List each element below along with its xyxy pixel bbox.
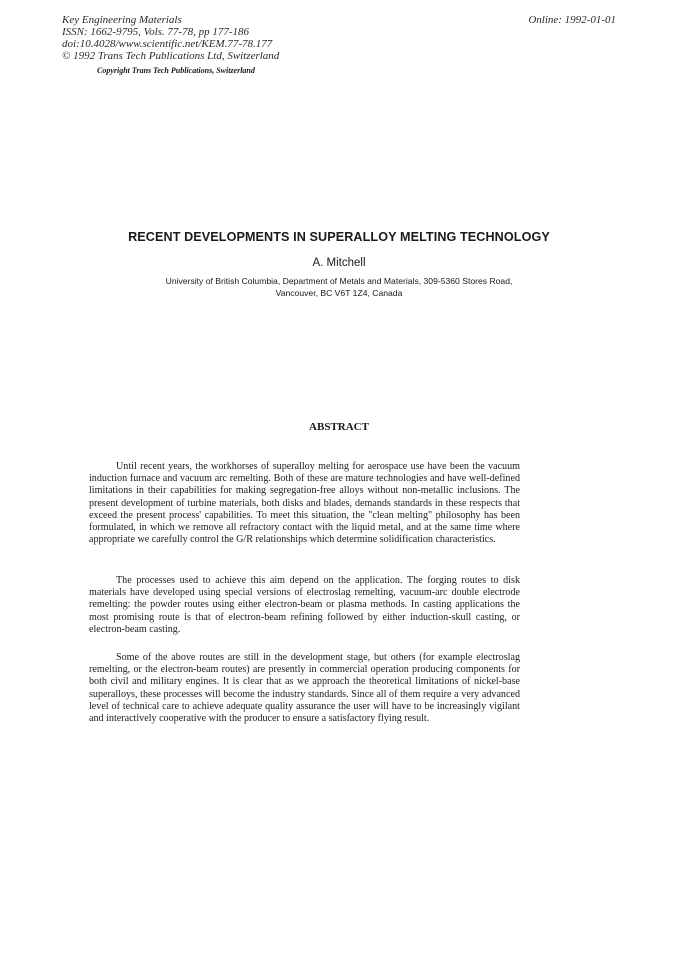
affiliation-line-2: Vancouver, BC V6T 1Z4, Canada	[275, 288, 403, 298]
journal-name: Key Engineering Materials	[62, 14, 182, 26]
doi-line: doi:10.4028/www.scientific.net/KEM.77-78.177	[62, 38, 273, 50]
affiliation-line-1: University of British Columbia, Department of Metals and Materials, 309-5360 Stores Road,	[165, 276, 513, 286]
abstract-paragraph-3: Some of the above routes are still in the development stage, but others (for example electroslag remelting, or the electron-beam routes) are presently in commercial operation producing components for both civil and military engines. It is clear that as we approach the theoretical limitations of nickel-base superalloys, these processes will become the industry standards. Since all of them require a very advanced level of technical care to achieve adequate quality assurance the user will have to be increasingly vigilant and interactively cooperative with the producer to ensure a satisfactory flying result.	[89, 652, 520, 725]
abstract-paragraph-2: The processes used to achieve this aim depend on the application. The forging routes to disk materials have developed using special versions of electroslag remelting, vacuum-arc double electrode remelting: the powder routes using either electron-beam or plasma methods. In casting applications the most promising route is that of electron-beam refining followed by either induction-skull casting, or electron-beam casting.	[89, 575, 520, 635]
online-date: Online: 1992-01-01	[528, 14, 616, 26]
author-name: A. Mitchell	[312, 257, 366, 269]
abstract-paragraph-1: Until recent years, the workhorses of superalloy melting for aerospace use have been the vacuum induction furnace and vacuum arc remelting. Both of these are mature technologies and have well-defined limitations in their capabilities for making segregation-free alloys without non-metallic inclusions. The present development of turbine materials, both disks and blades, demands standards in these respects that exceed the present process' capabilities. To meet this situation, the "clean melting" philosophy has been formulated, in which we remove all refractory contact with the liquid metal, and at the same time where appropriate we carefully control the G/R relationships which determine solidification characteristics.	[89, 461, 520, 546]
rights-line: © 1992 Trans Tech Publications Ltd, Switzerland	[62, 50, 280, 62]
abstract-heading: ABSTRACT	[309, 421, 369, 433]
paper-title: RECENT DEVELOPMENTS IN SUPERALLOY MELTING TECHNOLOGY	[128, 230, 550, 244]
copyright-line: Copyright Trans Tech Publications, Switzerland	[97, 66, 255, 75]
issn-line: ISSN: 1662-9795, Vols. 77-78, pp 177-186	[62, 26, 249, 38]
